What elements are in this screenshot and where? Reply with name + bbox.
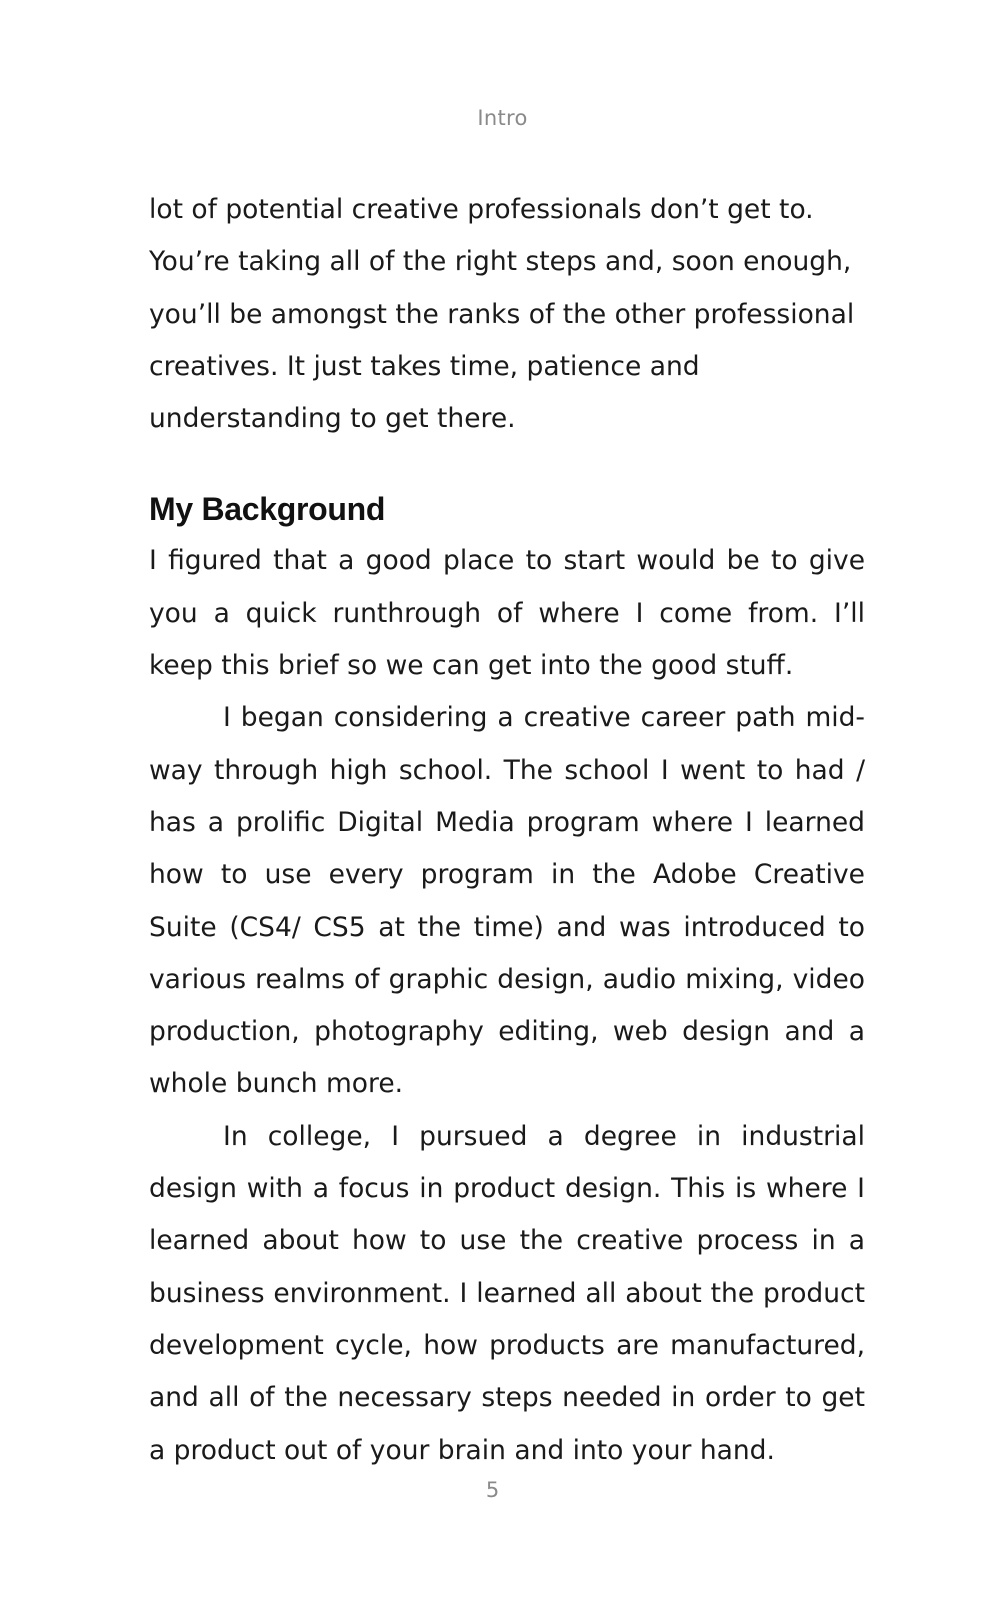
page-number: 5 <box>485 1478 500 1502</box>
running-header: Intro <box>477 106 528 130</box>
page-content <box>149 184 865 1477</box>
continuation-paragraph: lot of potential creative professionals don’t get to. You’re taking all of the right steps and, soon enough, you’ll be amongst the ranks of the other professional creatives. It just takes time, patience and understanding to get there. <box>149 194 855 435</box>
section-heading: My Background <box>149 491 386 528</box>
paragraph-high-school: I began considering a creative career path mid-way through high school. The school I went to had / has a prolific Digital Media program where I learned how to use every program in the Adobe Creative Suite (CS4/ CS5 at the time) and was introduced to various realms of graphic design, audio mixing, video production, photography editing, web design and a whole bunch more. <box>149 702 865 1100</box>
paragraph-intro: I figured that a good place to start would be to give you a quick runthrough of where I come from. I’ll keep this brief so we can get into the good stuff. <box>149 545 865 682</box>
paragraph-college: In college, I pursued a degree in industrial design with a focus in product design. This is where I learned about how to use the creative process in a business environment. I learned all about the product development cycle, how products are manufactured, and all of the necessary steps needed in order to get a product out of your brain and into your hand. <box>149 1120 865 1466</box>
